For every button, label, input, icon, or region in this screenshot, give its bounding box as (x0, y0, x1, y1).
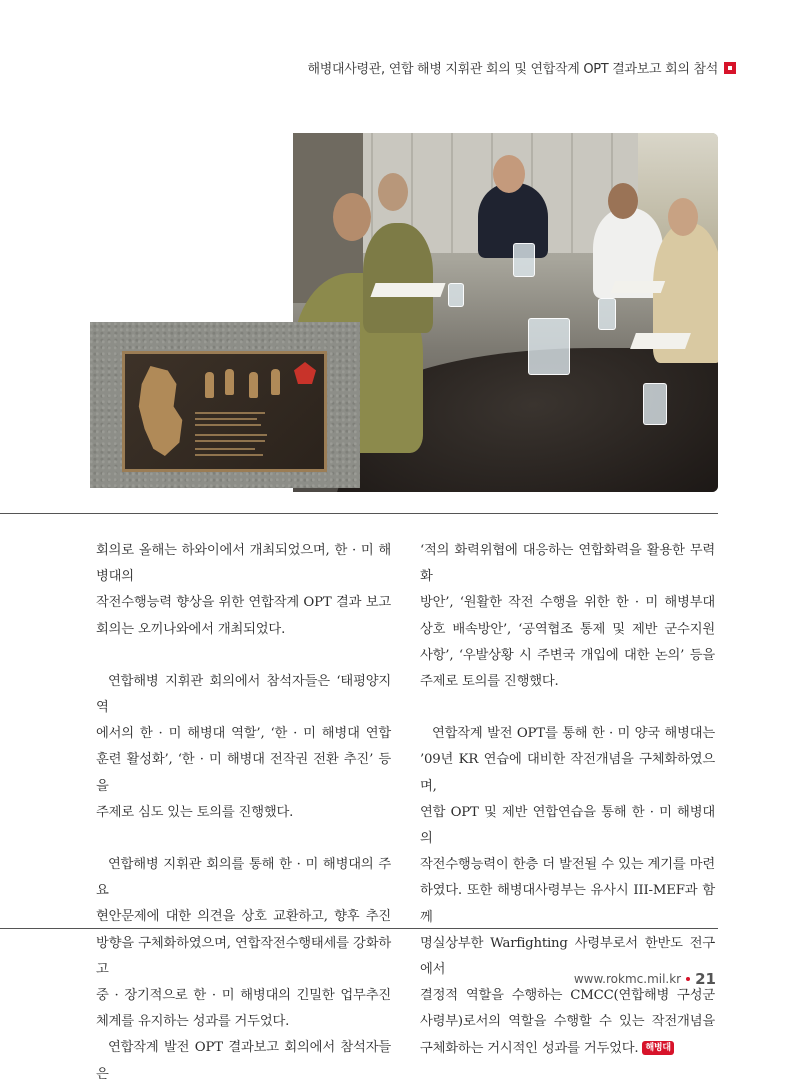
footer-dot-icon (686, 977, 690, 981)
header-square-icon (724, 62, 736, 74)
text-line: 주제로 심도 있는 토의를 진행했다. (96, 804, 294, 820)
text-line: 작전수행능력이 한층 더 발전될 수 있는 계기를 마련 (420, 857, 715, 873)
text-line: 연합 OPT 및 제반 연합연습을 통해 한 · 미 해병대의 (420, 804, 715, 847)
text-line: 중 · 장기적으로 한 · 미 해병대의 긴밀한 업무추진 (96, 988, 391, 1004)
text-line: 현안문제에 대한 의견을 상호 교환하고, 향후 추진 (96, 909, 391, 925)
text-line: 연합작계 발전 OPT 결과보고 회의에서 참석자들은 (96, 1040, 391, 1082)
text-line: ’09년 KR 연습에 대비한 작전개념을 구체화하였으며, (420, 752, 715, 794)
korea-map-relief (133, 366, 191, 456)
text-line: 결정적 역할을 수행하는 CMCC(연합해병 구성군 (420, 988, 715, 1004)
text-line: 주제로 토의를 진행했다. (420, 674, 559, 690)
text-line: 방향을 구체화하였으며, 연합작전수행태세를 강화하고 (96, 935, 391, 977)
page-footer (574, 970, 716, 988)
text-line: ‘적의 화력위협에 대응하는 연합화력을 활용한 무력화 (420, 543, 715, 585)
text-line: 에서의 한 · 미 해병대 역할’, ‘한 · 미 해병대 연합 (96, 726, 391, 742)
text-line: 명실상부한 Warfighting 사령부로서 한반도 전구에서 (420, 935, 715, 978)
left-column (96, 538, 391, 1088)
bottom-divider (0, 928, 718, 929)
page-number: 21 (695, 970, 716, 988)
text-line: 방안’, ‘원활한 작전 수행을 위한 한 · 미 해병부대 (420, 595, 715, 611)
memorial-plaque-photo (90, 322, 360, 488)
text-line: 회의는 오끼나와에서 개최되었다. (96, 621, 286, 637)
top-divider (0, 513, 718, 514)
text-line (420, 1036, 715, 1062)
text-line: 연합해병 지휘관 회의에서 참석자들은 ‘태평양지역 (96, 673, 391, 716)
text-line: 사령부)로서의 역할을 수행할 수 있는 작전개념을 (420, 1014, 715, 1030)
running-header-title: 해병대사령관, 연합 해병 지휘관 회의 및 연합작계 OPT 결과보고 회의 참석 (307, 62, 718, 77)
pentagon-emblem (294, 362, 316, 384)
marine-corps-badge: 해병대 (642, 1041, 673, 1055)
closing-text: 구체화하는 거시적인 성과를 거두었다. (420, 1040, 639, 1056)
text-line: 하였다. 또한 해병대사령부는 유사시 III-MEF과 함께 (420, 883, 715, 925)
text-line: 연합작계 발전 OPT를 통해 한 · 미 양국 해병대는 (432, 726, 715, 742)
running-header (308, 58, 737, 77)
text-line: 상호 배속방안’, ‘공역협조 통제 및 제반 군수지원 (420, 621, 715, 637)
text-line: 사항’, ‘우발상황 시 주변국 개입에 대한 논의’ 등을 (420, 647, 715, 663)
text-line: 체계를 유지하는 성과를 거두었다. (96, 1014, 290, 1030)
text-line: 연합해병 지휘관 회의를 통해 한 · 미 해병대의 주요 (96, 857, 391, 899)
text-line: 훈련 활성화’, ‘한 · 미 해병대 전작권 전환 추진’ 등을 (96, 752, 391, 794)
text-line: 작전수행능력 향상을 위한 연합작계 OPT 결과 보고 (96, 595, 391, 611)
footer-url: www.rokmc.mil.kr (573, 972, 682, 986)
text-line: 회의로 올해는 하와이에서 개최되었으며, 한 · 미 해병대의 (96, 543, 391, 585)
